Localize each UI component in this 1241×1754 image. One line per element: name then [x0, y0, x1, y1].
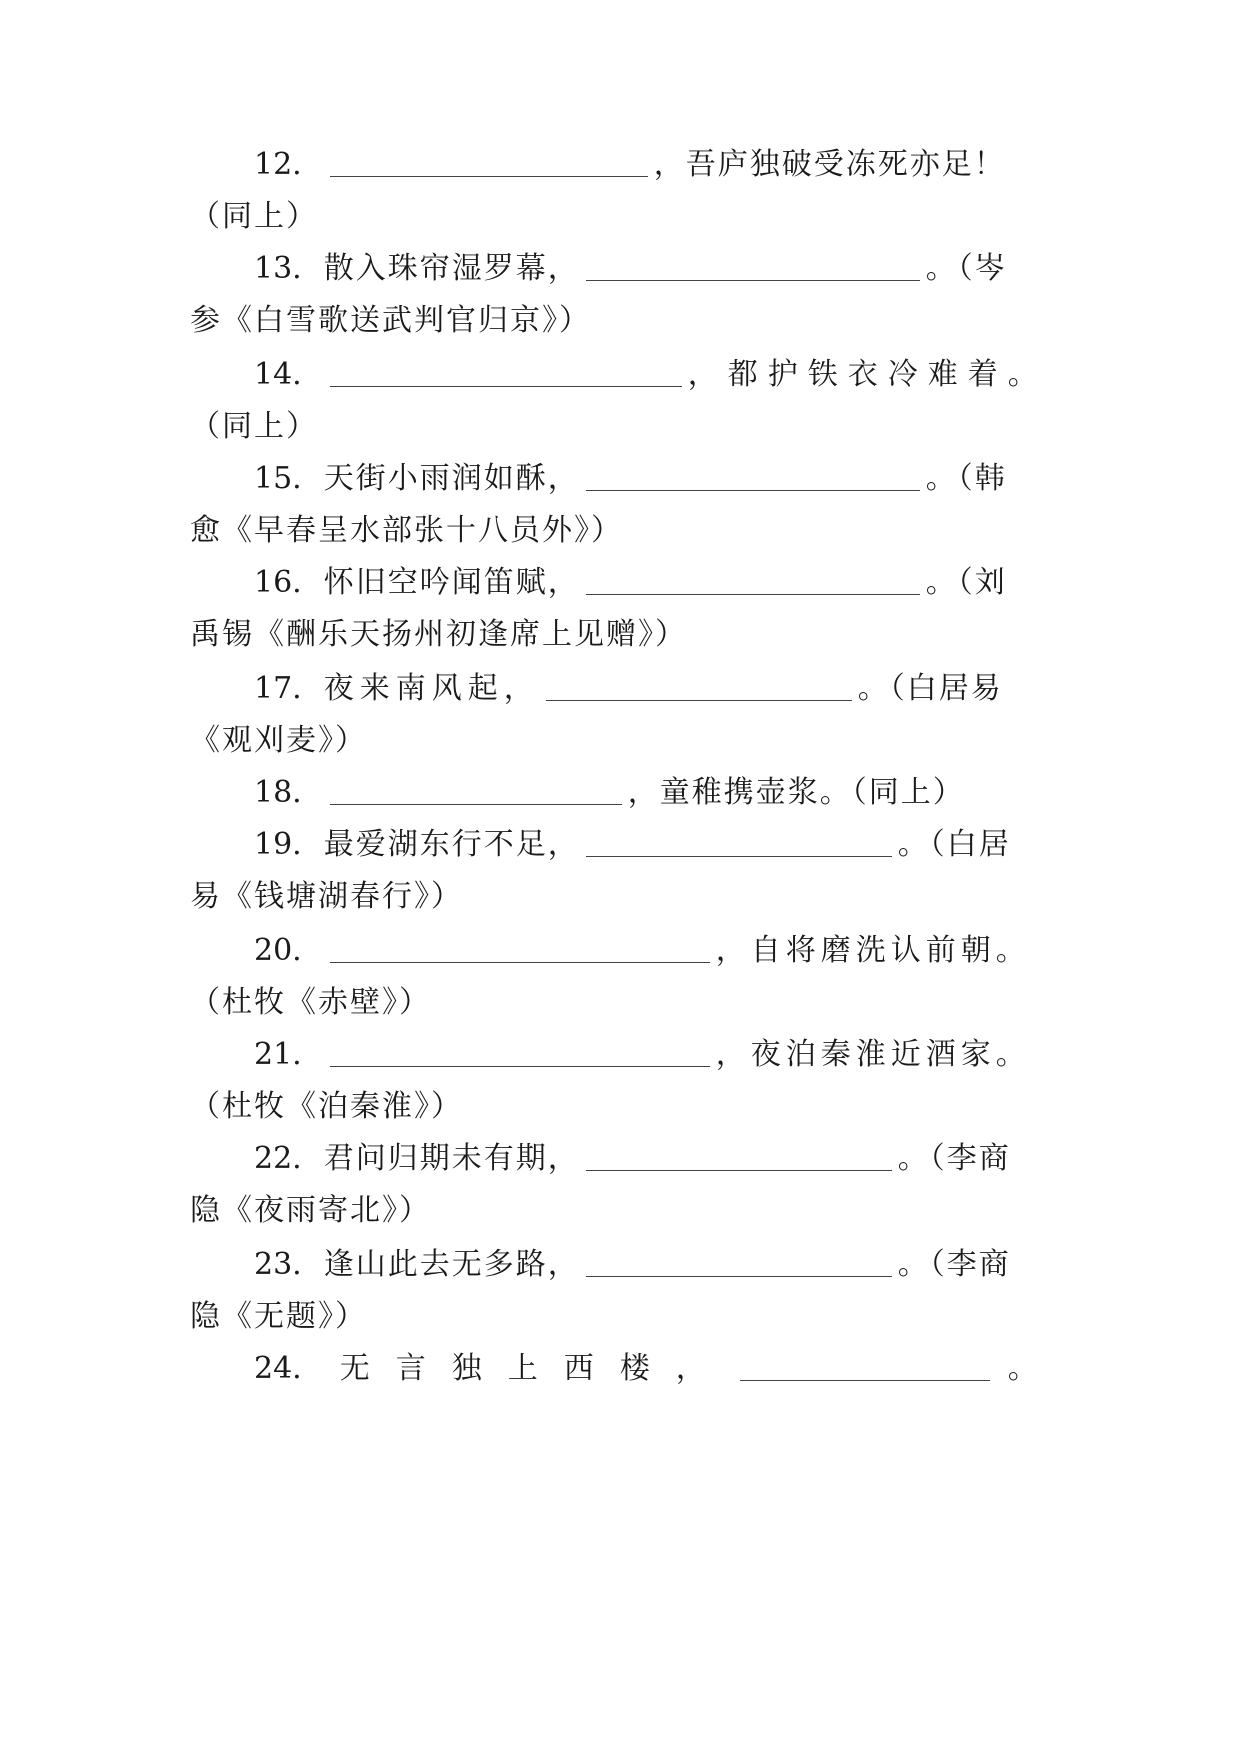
question-23	[254, 1240, 1054, 1290]
question-number: 12.	[254, 147, 302, 182]
answer-blank[interactable]	[586, 593, 920, 595]
question-text-after: ，都护铁衣冷难着。	[687, 357, 1048, 392]
answer-blank[interactable]	[330, 803, 622, 805]
question-text-before: 君问归期未有期，	[323, 1141, 580, 1176]
question-20-source: （杜牧《赤壁》）	[190, 985, 431, 1020]
question-22-source: 隐《夜雨寄北》）	[190, 1193, 431, 1228]
answer-blank[interactable]	[586, 279, 920, 281]
answer-blank[interactable]	[546, 699, 852, 701]
question-19-source: 易《钱塘湖春行》）	[190, 879, 463, 914]
question-text-before: 无言独上西楼，	[339, 1351, 732, 1386]
question-text-after: 。（白居	[897, 827, 1011, 862]
question-text-after: 。（刘	[925, 565, 1007, 600]
question-23-source: 隐《无题》）	[190, 1299, 367, 1334]
answer-blank[interactable]	[330, 961, 710, 963]
question-13-source: 参《白雪歌送武判官归京》）	[190, 303, 591, 338]
question-number: 20.	[254, 933, 302, 968]
question-12	[254, 140, 1054, 190]
question-number: 14.	[254, 357, 302, 392]
question-text-after: 。（韩	[925, 461, 1007, 496]
question-21-source: （杜牧《泊秦淮》）	[190, 1089, 463, 1124]
question-15-source: 愈《早春呈水部张十八员外》）	[190, 513, 623, 548]
answer-blank[interactable]	[330, 1065, 710, 1067]
question-text-before: 怀旧空吟闻笛赋，	[323, 565, 580, 600]
question-text-after: ，童稚携壶浆。（同上）	[627, 775, 965, 810]
question-text-before: 天街小雨润如酥，	[323, 461, 580, 496]
question-text-before: 逢山此去无多路，	[323, 1247, 580, 1282]
question-22	[254, 1134, 1054, 1184]
question-text-before: 散入珠帘湿罗幕，	[323, 251, 580, 286]
question-text-after: 。（岑	[925, 251, 1007, 286]
question-number: 13.	[254, 251, 302, 286]
question-13	[254, 244, 1054, 294]
question-text-after: 。	[1007, 1351, 1040, 1386]
answer-blank[interactable]	[740, 1379, 990, 1381]
question-14-source: （同上）	[190, 409, 318, 444]
question-16	[254, 558, 1054, 608]
question-20	[254, 926, 1054, 976]
question-24	[254, 1344, 1054, 1394]
question-text-after: 。（白居易	[857, 671, 1003, 706]
question-text-after: 。（李商	[897, 1247, 1011, 1282]
answer-blank[interactable]	[586, 1169, 892, 1171]
question-text-before: 夜来南风起，	[323, 671, 540, 706]
answer-blank[interactable]	[330, 385, 682, 387]
question-number: 19.	[254, 827, 302, 862]
question-number: 15.	[254, 461, 302, 496]
question-number: 16.	[254, 565, 302, 600]
question-number: 18.	[254, 775, 302, 810]
question-14	[254, 350, 1054, 400]
question-text-before: 最爱湖东行不足，	[323, 827, 580, 862]
question-19	[254, 820, 1054, 870]
question-16-source: 禹锡《酬乐天扬州初逢席上见赠》）	[190, 617, 687, 652]
question-15	[254, 454, 1054, 504]
question-text-after: ，夜泊秦淮近酒家。	[715, 1037, 1031, 1072]
answer-blank[interactable]	[330, 175, 648, 177]
question-12-source: （同上）	[190, 199, 318, 234]
question-18	[254, 768, 1054, 818]
question-text-after: ，吾庐独破受冻死亦足！	[653, 147, 1006, 182]
question-number: 24.	[254, 1351, 302, 1386]
question-number: 23.	[254, 1247, 302, 1282]
question-text-after: 。（李商	[897, 1141, 1011, 1176]
question-17	[254, 664, 1054, 714]
question-text-after: ，自将磨洗认前朝。	[715, 933, 1031, 968]
answer-blank[interactable]	[586, 855, 892, 857]
question-number: 17.	[254, 671, 302, 706]
answer-blank[interactable]	[586, 1275, 892, 1277]
question-17-source: 《观刈麦》）	[190, 723, 367, 758]
answer-blank[interactable]	[586, 489, 920, 491]
question-number: 22.	[254, 1141, 302, 1176]
question-21	[254, 1030, 1054, 1080]
question-number: 21.	[254, 1037, 302, 1072]
